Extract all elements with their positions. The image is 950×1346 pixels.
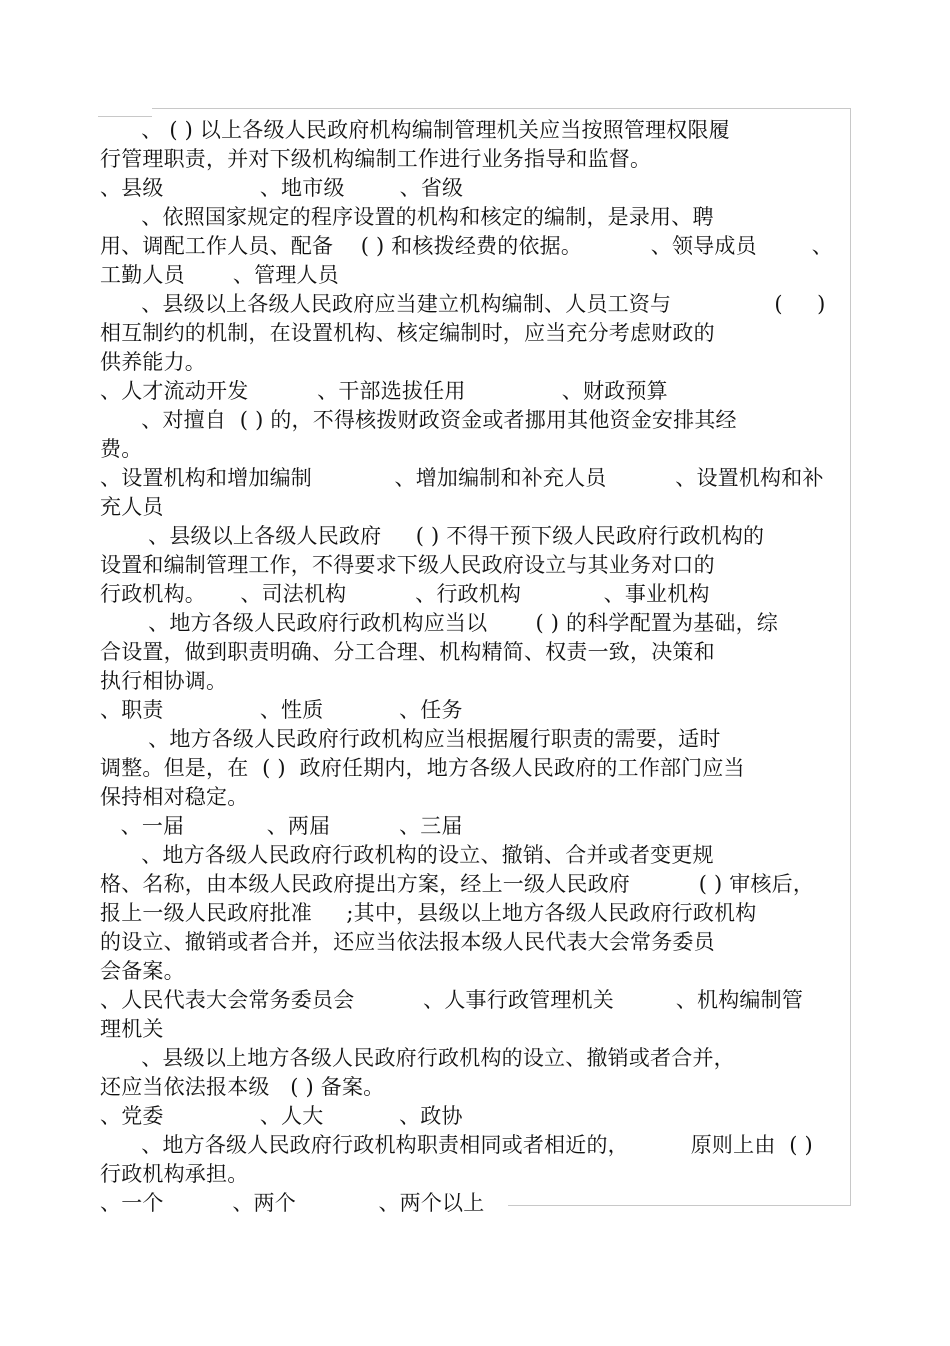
text-line: 执行相协调。: [100, 669, 228, 693]
text-line: 、职责 、性质 、任务: [100, 698, 463, 722]
text-line: 还应当依法报本级 ( ) 备案。: [100, 1075, 385, 1099]
text-line: 保持相对稳定。: [100, 785, 249, 809]
text-line: 供养能力。: [100, 350, 206, 374]
text-line: 合设置，做到职责明确、分工合理、机构精简、权责一致，决策和: [100, 640, 715, 664]
text-line: 行管理职责，并对下级机构编制工作进行业务指导和监督。: [100, 147, 652, 171]
text-line: 充人员: [100, 495, 164, 519]
text-line: 、县级 、地市级 、省级: [100, 176, 464, 200]
text-line: 、人民代表大会常务委员会 、人事行政管理机关 、机构编制管: [100, 988, 804, 1012]
text-line: 行政机构。 、司法机构 、行政机构 、事业机构: [100, 582, 710, 606]
text-line: 、县级以上各级人民政府应当建立机构编制、人员工资与 ( ): [100, 292, 826, 316]
text-line: 、地方各级人民政府行政机构应当根据履行职责的需要，适时: [100, 727, 721, 751]
text-line: 设置和编制管理工作，不得要求下级人民政府设立与其业务对口的: [100, 553, 715, 577]
text-line: 、县级以上地方各级人民政府行政机构的设立、撤销或者合并，: [100, 1046, 735, 1070]
text-line: 、对擅自 ( ) 的，不得核拨财政资金或者挪用其他资金安排其经: [100, 408, 737, 432]
text-line: 调整。但是，在 ( ) 政府任期内，地方各级人民政府的工作部门应当: [100, 756, 745, 780]
text-line: 的设立、撤销或者合并，还应当依法报本级人民代表大会常务委员: [100, 930, 715, 954]
text-line: 格、名称，由本级人民政府提出方案，经上一级人民政府 ( ) 审核后，: [100, 872, 815, 896]
text-line: 相互制约的机制，在设置机构、核定编制时，应当充分考虑财政的: [100, 321, 715, 345]
bottom-border-line: [508, 1205, 851, 1206]
text-line: 、人才流动开发 、干部选拔任用 、财政预算: [100, 379, 668, 403]
text-line: 、党委 、人大 、政协: [100, 1104, 463, 1128]
text-line: 理机关: [100, 1017, 164, 1041]
text-line: 行政机构承担。: [100, 1162, 249, 1186]
text-line: 、地方各级人民政府行政机构的设立、撤销、合并或者变更规: [100, 843, 714, 867]
top-border-line: [98, 116, 152, 117]
text-line: 、依照国家规定的程序设置的机构和核定的编制，是录用、聘: [100, 205, 714, 229]
text-line: 工勤人员 、管理人员: [100, 263, 339, 287]
text-line: 、县级以上各级人民政府 ( ) 不得干预下级人民政府行政机构的: [100, 524, 765, 548]
text-line: 用、调配工作人员、配备 ( ) 和核拨经费的依据。 、领导成员 、: [100, 234, 833, 258]
text-line: 费。: [100, 437, 143, 461]
text-line: 、 ( ) 以上各级人民政府机构编制管理机关应当按照管理权限履: [100, 118, 730, 142]
text-line: 、地方各级人民政府行政机构职责相同或者相近的， 原则上由 ( ): [100, 1133, 813, 1157]
top-border-line: [152, 108, 850, 109]
text-line: 、一届 、两届 、三届: [100, 814, 463, 838]
text-line: 、一个 、两个 、两个以上: [100, 1191, 485, 1215]
text-line: 报上一级人民政府批准 ;其中，县级以上地方各级人民政府行政机构: [100, 901, 757, 925]
right-border-line: [850, 108, 851, 1205]
text-line: 、地方各级人民政府行政机构应当以 ( ) 的科学配置为基础，综: [100, 611, 778, 635]
text-line: 会备案。: [100, 959, 185, 983]
text-line: 、设置机构和增加编制 、增加编制和补充人员 、设置机构和补: [100, 466, 824, 490]
